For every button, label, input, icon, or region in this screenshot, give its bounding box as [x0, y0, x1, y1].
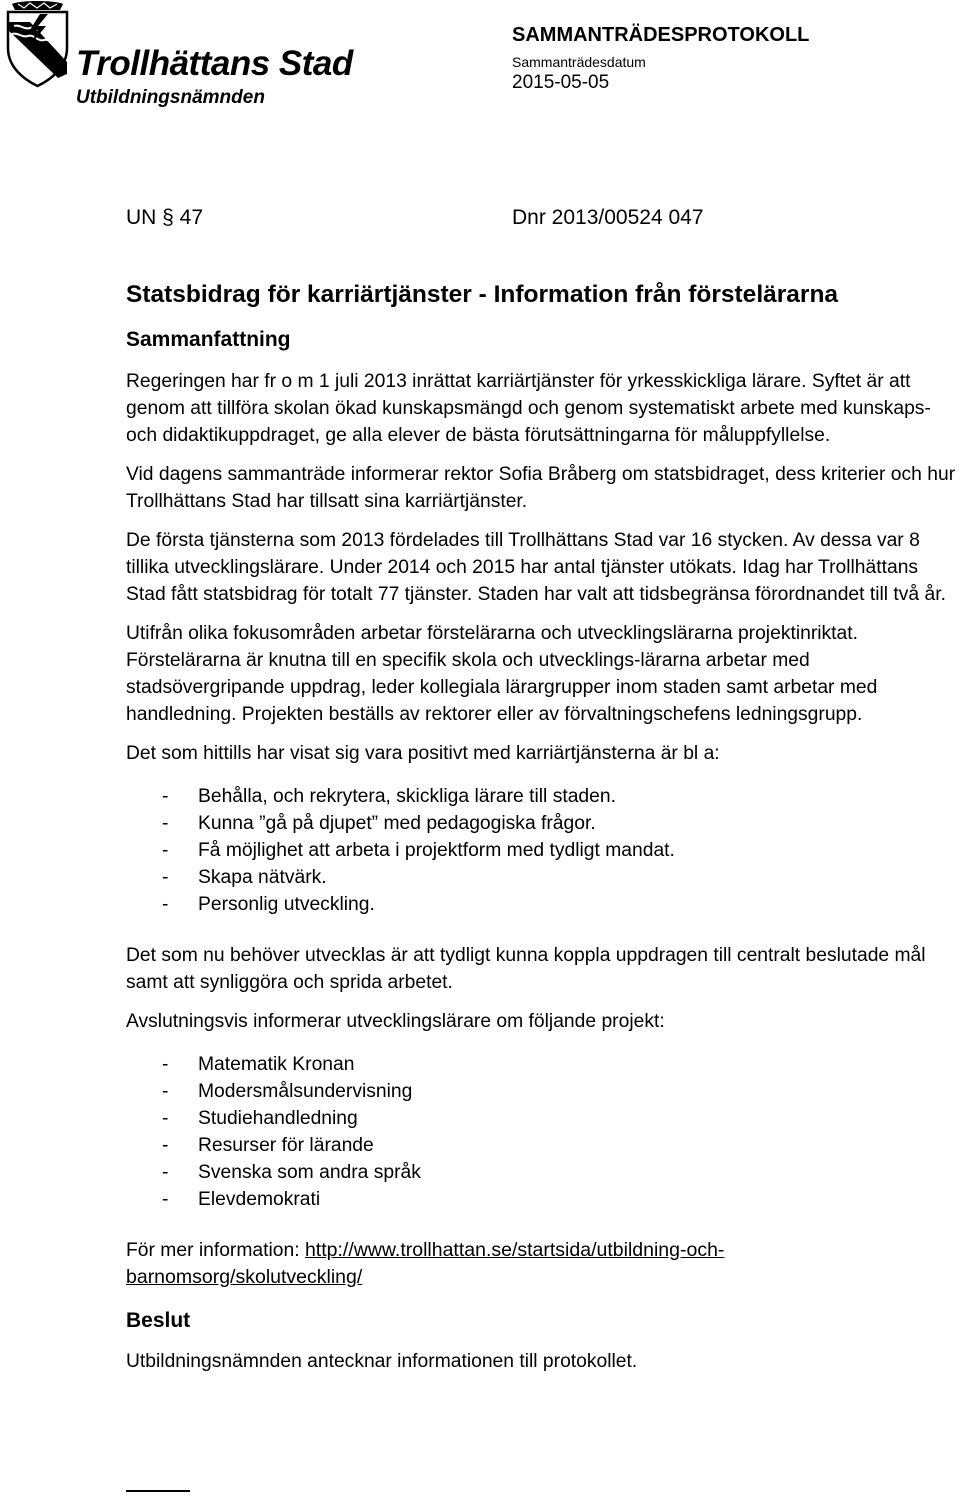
more-info-link-continued[interactable]: barnomsorg/skolutveckling/ [126, 1266, 363, 1288]
list-item: - Elevdemokrati [162, 1189, 321, 1210]
committee-name: Utbildningsnämnden [76, 87, 265, 108]
list-item: - Personlig utveckling. [162, 894, 375, 915]
list-item: - Behålla, och rekrytera, skickliga lärare till staden. [162, 786, 616, 807]
dnr-number: Dnr 2013/00524 047 [512, 206, 704, 229]
decision-heading: Beslut [126, 1309, 191, 1332]
paragraph-purpose: Regeringen har fr o m 1 juli 2013 inrättat karriärtjänster för yrkesskickliga lärare. Syftet är att genom att tillföra skolan ökad kunskapsmängd och genom systematiskt arbete med kunskaps- och didaktikuppdraget, ge alla elever de bästa förutsättningarna för måluppfyllelse. [126, 371, 931, 446]
case-row [126, 204, 956, 232]
paragraph-meeting: Vid dagens sammanträde informerar rektor Sofia Bråberg om statsbidraget, dess kriterier och hur Trollhättans Stad har tillsatt sina karriärtjänster. [126, 464, 956, 512]
date-label: Sammanträdesdatum [512, 54, 646, 70]
list-item: - Kunna ”gå på djupet” med pedagogiska frågor. [162, 813, 596, 834]
protocol-title: SAMMANTRÄDESPROTOKOLL [512, 24, 810, 46]
more-info-link[interactable]: http://www.trollhattan.se/startsida/utbildning-och- [304, 1239, 725, 1261]
summary-heading: Sammanfattning [126, 328, 291, 351]
list-item: - Skapa nätvärk. [162, 867, 327, 888]
project-list [126, 1051, 956, 1213]
positive-list [126, 783, 956, 918]
list-item: - Matematik Kronan [162, 1054, 355, 1075]
paragraph-development: Det som nu behöver utvecklas är att tydligt kunna koppla uppdragen till centralt beslutade mål samt att synliggöra och sprida arbetet. [126, 945, 926, 993]
coat-of-arms-logo [0, 0, 75, 88]
paragraph-projects-intro: Avslutningsvis informerar utvecklingslärare om följande projekt: [126, 1011, 665, 1032]
paragraph-positive-intro: Det som hittills har visat sig vara positivt med karriärtjänsterna är bl a: [126, 743, 720, 764]
case-number: UN § 47 [126, 206, 204, 229]
list-item: - Resurser för lärande [162, 1135, 374, 1156]
more-info [126, 1237, 956, 1291]
date-value: 2015-05-05 [512, 72, 610, 93]
paragraph-positions: De första tjänsterna som 2013 fördelades till Trollhättans Stad var 16 stycken. Av dessa var 8 tillika utvecklingslärare. Under 2014 och 2015 har antal tjänster utökats. Idag har Trollhättans Stad fått statsbidrag för totalt 77 tjänster. Staden har valt att tidsbegränsa förordnandet till två år. [126, 530, 946, 605]
list-item: - Studiehandledning [162, 1108, 358, 1129]
list-item: - Svenska som andra språk [162, 1162, 421, 1183]
page-title: Statsbidrag för karriärtjänster - Information från förstelärarna [126, 281, 839, 308]
decision-text: Utbildningsnämnden antecknar informationen till protokollet. [126, 1351, 638, 1372]
brand-name: Trollhättans Stad [76, 44, 353, 83]
more-info-label: För mer information: [126, 1240, 300, 1261]
footer-divider [126, 1490, 190, 1492]
list-item: - Få möjlighet att arbeta i projektform med tydligt mandat. [162, 840, 675, 861]
document-body [126, 204, 956, 1375]
paragraph-focus-areas: Utifrån olika fokusområden arbetar förstelärarna och utvecklingslärarna projektinriktat. Förstelärarna är knutna till en specifik skola och utvecklings-lärarna arbetar med stadsövergripande uppdrag, leder kollegiala lärargrupper inom staden samt arbetar med handledning. Projekten beställs av rektorer eller av förvaltningschefens ledningsgrupp. [126, 623, 878, 725]
list-item: - Modersmålsundervisning [162, 1081, 413, 1102]
